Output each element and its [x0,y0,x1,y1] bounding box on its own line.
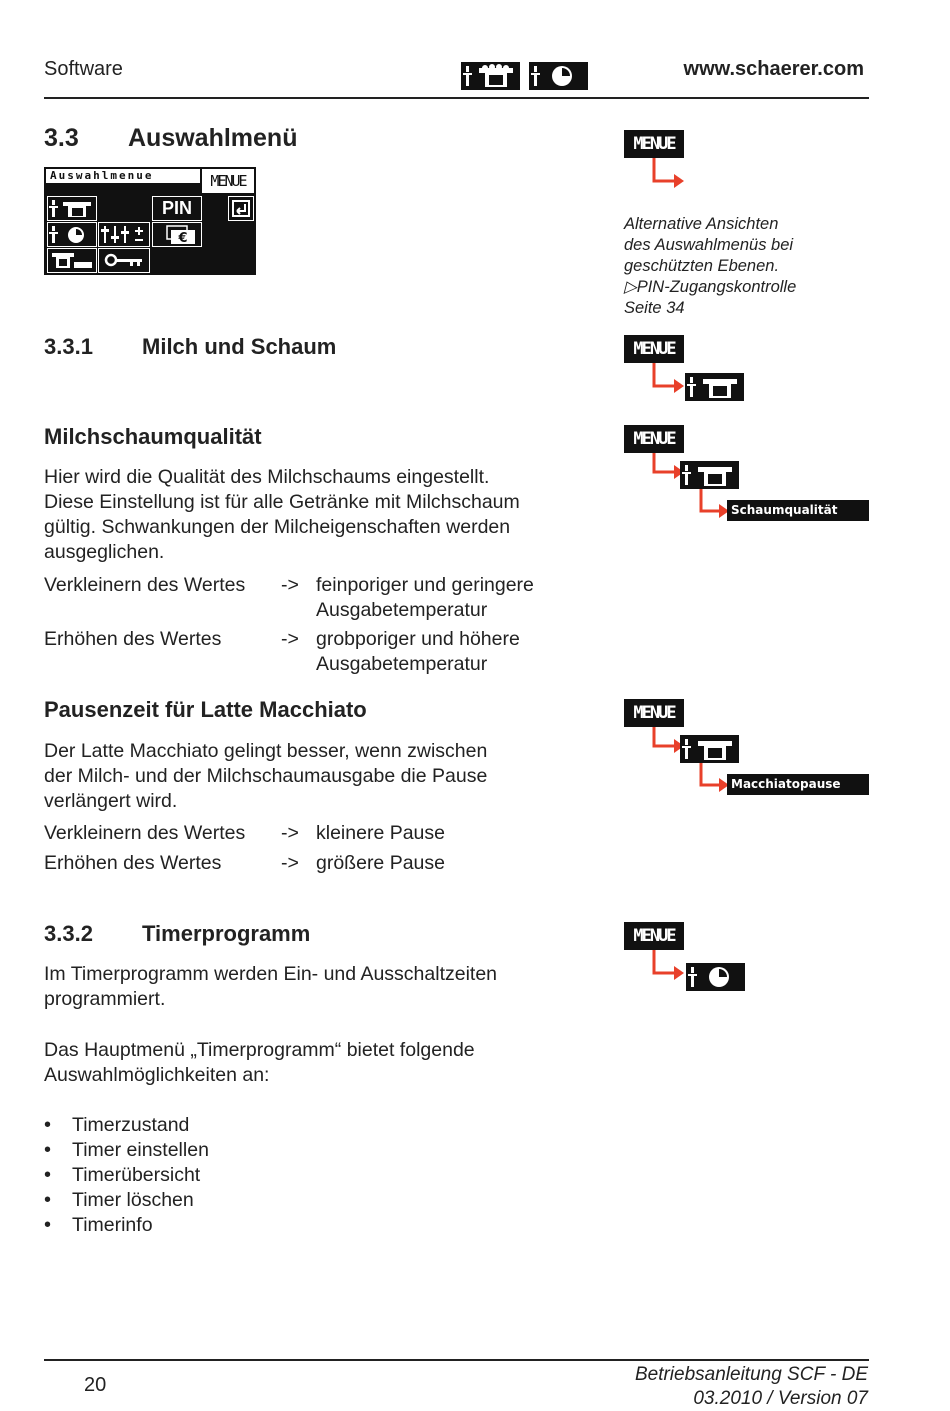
body-line: Das Hauptmenü „Timerprogramm“ bietet folgende [44,1039,475,1061]
path-arrow-3-3 [648,158,688,192]
value-row-text-line: feinporiger und geringere [316,574,534,596]
back-icon[interactable] [228,196,254,221]
pause-time-heading: Pausenzeit für Latte Macchiato [44,697,367,722]
timer-clock-icon [529,62,588,90]
value-row-label: Erhöhen des Wertes [44,628,222,650]
body-line: programmiert. [44,988,166,1010]
body-line: Der Latte Macchiato gelingt besser, wenn zwischen [44,740,488,762]
macchiato-pause-label: Macchiatopause [727,774,869,795]
milk-foam-icon [685,373,744,401]
timer-clock-icon [686,963,745,991]
value-row-arrow: -> [281,822,299,844]
menue-tag-macchiato: MENUE [624,699,684,727]
screen-title: Auswahlmenue [50,169,154,182]
value-row-text-line: Ausgabetemperatur [316,599,488,621]
menue-tag-timer: MENUE [624,922,684,950]
note-line: des Auswahlmenüs bei [624,236,794,254]
value-row-arrow: -> [281,574,299,596]
value-row-text [316,573,534,623]
header-website: www.schaerer.com [683,58,864,80]
value-row-text [316,627,520,677]
body-line: Diese Einstellung ist für alle Getränke mit Milchschaum [44,491,520,513]
section-3-3-number: 3.3 [44,124,79,152]
list-item: • Timerinfo [44,1213,209,1238]
foam-quality-label: Schaumqualität [727,500,869,521]
milk-foam-icon [461,62,520,90]
milk-foam-icon [680,461,739,489]
path-arrow-3-3-1 [648,363,688,397]
menue-tag-3-3-1: MENUE [624,335,684,363]
milk-foam-quality-body [44,465,604,565]
menue-tag-foam: MENUE [624,425,684,453]
value-row-text: größere Pause [316,852,445,874]
timer-body-2 [44,1038,604,1088]
value-row-label: Verkleinern des Wertes [44,822,246,844]
list-item: • Timer einstellen [44,1138,209,1163]
milk-foam-icon [680,735,739,763]
body-line: gültig. Schwankungen der Milcheigenschaften werden [44,516,511,538]
path-arrow-timer [648,950,688,984]
section-3-3-1-number: 3.3.1 [44,334,93,359]
timer-body-1 [44,962,604,1012]
footer-rule [44,1359,869,1361]
value-row-text-line: grobporiger und höhere [316,628,520,650]
settings-sliders-icon[interactable] [98,222,150,247]
page-number: 20 [84,1374,107,1396]
section-3-3-1-title: Milch und Schaum [142,334,337,359]
screen-milk-icon[interactable] [47,196,97,221]
footer-line: Betriebsanleitung SCF - DE [634,1364,868,1385]
note-line: Alternative Ansichten [624,215,779,233]
pin-link[interactable]: ▷PIN-Zugangskontrolle [624,278,797,296]
section-3-3-2-title: Timerprogramm [142,921,311,946]
list-item: • Timerübersicht [44,1163,209,1188]
note-line: geschützten Ebenen. [624,257,780,275]
menue-tag-3-3: MENUE [624,130,684,158]
header-section-label: Software [44,58,123,80]
body-line: Hier wird die Qualität des Milchschaums eingestellt. [44,466,490,488]
alt-views-note [624,214,796,319]
euro-sign: € [178,231,188,246]
note-line: Seite 34 [624,299,685,317]
timer-options-list [44,1113,209,1238]
value-row-label: Erhöhen des Wertes [44,852,222,874]
footer-doc-info [635,1363,868,1411]
euro-icon[interactable] [152,222,202,247]
body-line: Auswahlmöglichkeiten an: [44,1064,270,1086]
milk-foam-quality-heading: Milchschaumqualität [44,424,262,449]
list-item: • Timerzustand [44,1113,209,1138]
value-row-label: Verkleinern des Wertes [44,574,246,596]
footer-line: 03.2010 / Version 07 [693,1388,868,1409]
screen-timer-icon[interactable] [47,222,97,247]
body-line: Im Timerprogramm werden Ein- und Ausschaltzeiten [44,963,498,985]
list-item: • Timer löschen [44,1188,209,1213]
value-row-text-line: Ausgabetemperatur [316,653,488,675]
selection-menu-screen [44,167,256,275]
pause-time-body [44,739,604,814]
body-line: ausgeglichen. [44,541,165,563]
screen-menue-label: MENUE [202,169,254,193]
body-line: der Milch- und der Milchschaumausgabe die Pause [44,765,488,787]
value-row-arrow: -> [281,852,299,874]
value-row-arrow: -> [281,628,299,650]
body-line: verlängert wird. [44,790,178,812]
section-3-3-title: Auswahlmenü [128,124,298,152]
header-rule [44,97,869,99]
section-3-3-2-number: 3.3.2 [44,921,93,946]
key-icon[interactable] [98,248,150,273]
screen-milk-rinse-icon[interactable] [47,248,97,273]
screen-pin-button[interactable]: PIN [152,196,202,221]
value-row-text: kleinere Pause [316,822,445,844]
